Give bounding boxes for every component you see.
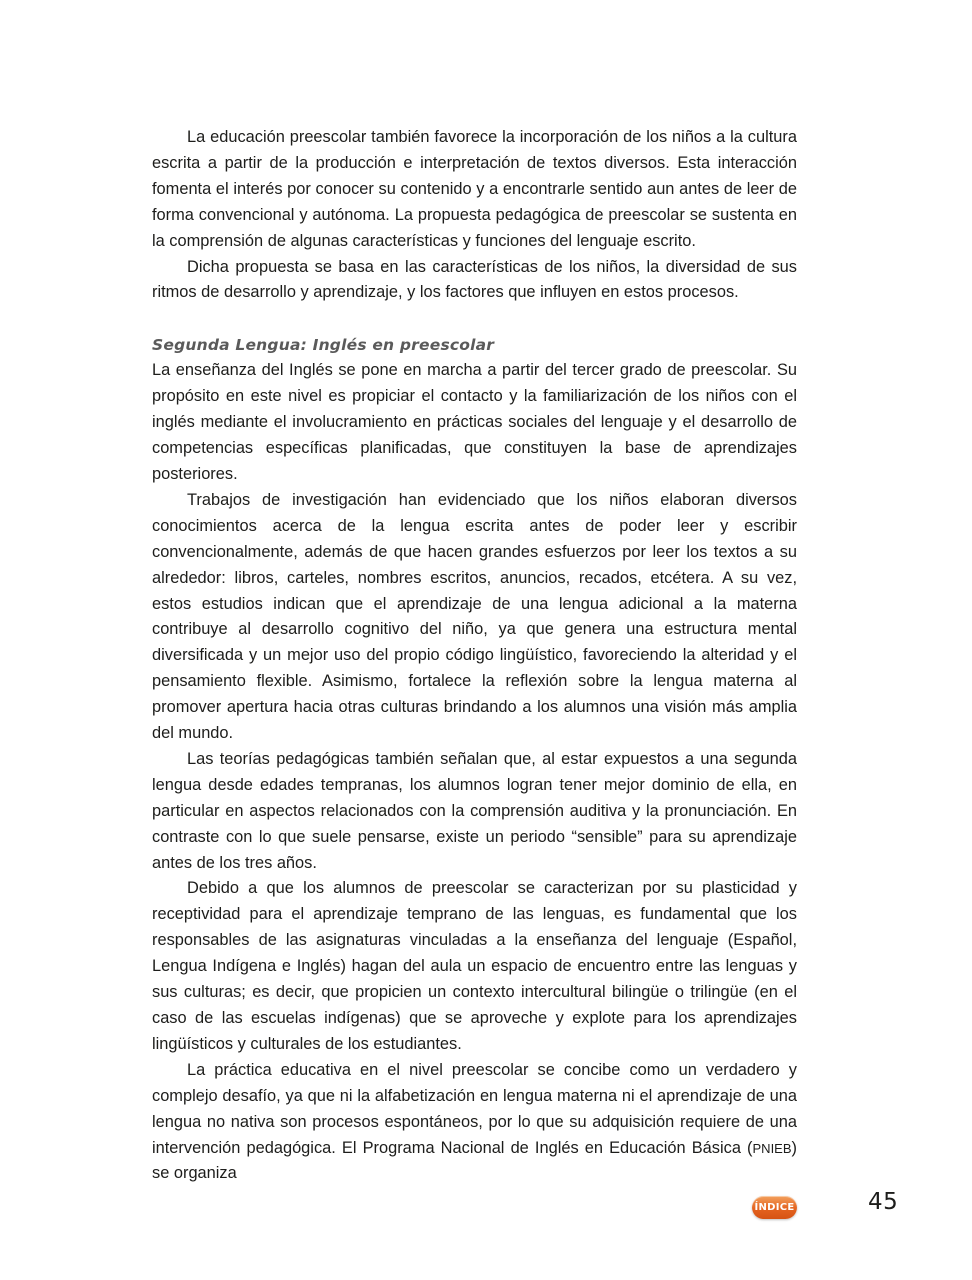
paragraph-propuesta: Dicha propuesta se basa en las características de los niños, la diversidad de sus ritmos de desarrollo y aprendizaje, y los factores que influyen en estos procesos.: [152, 257, 797, 302]
page-number: 45: [868, 1189, 899, 1215]
paragraph-teorias-pedagogicas: Las teorías pedagógicas también señalan que, al estar expuestos a una segunda lengua desde edades tempranas, los alumnos logran tener mejor dominio de ella, en particular en aspectos relacionados con la comprensión auditiva y la pronunciación. En contraste con lo que suele pensarse, existe un periodo “sensible” para su aprendizaje antes de los tres años.: [152, 749, 797, 872]
paragraph-practica-educativa: [152, 1058, 797, 1188]
indice-button[interactable]: [752, 1196, 797, 1219]
paragraph-ensenanza-ingles: La enseñanza del Inglés se pone en marcha a partir del tercer grado de preescolar. Su propósito en este nivel es propiciar el contacto y la familiarización de los niños con el inglés mediante el involucramiento en prácticas sociales del lenguaje y el desarrollo de competencias específicas planificadas, que constituyen la base de aprendizajes posteriores.: [152, 361, 797, 483]
pnieb-abbreviation: PNIEB: [752, 1140, 792, 1156]
paragraph-investigacion: Trabajos de investigación han evidenciado que los niños elaboran diversos conocimientos acerca de la lengua escrita antes de poder leer y escribir convencionalmente, además de que hacen grandes esfuerzos por leer los textos a su alrededor: libros, carteles, nombres escritos, anuncios, recados, etcétera. A su vez, estos estudios indican que el aprendizaje de una lengua adicional a la materna contribuye al desarrollo cognitivo del niño, ya que genera una estructura mental diversificada y un mejor uso del propio código lingüístico, favoreciendo la alteridad y el pensamiento flexible. Asimismo, fortalece la reflexión sobre la lengua materna al promover apertura hacia otras culturas brindando a los alumnos una visión más amplia del mundo.: [152, 490, 797, 743]
paragraph-text-start: La práctica educativa en el nivel preescolar se concibe como un verdadero y complejo desafío, ya que ni la alfabetización en lengua materna ni el aprendizaje de una lengua no nativa son procesos espontáneos, por lo que su adquisición requiere de una intervención pedagógica. El Programa Nacional de Inglés en Educación Básica (: [152, 1060, 797, 1157]
section-heading: Segunda Lengua: Inglés en preescolar: [152, 336, 495, 355]
indice-button-label: ÍNDICE: [754, 1202, 795, 1213]
paragraph-plasticidad: Debido a que los alumnos de preescolar se caracterizan por su plasticidad y receptividad para el aprendizaje temprano de las lenguas, es fundamental que los responsables de las asignaturas vinculadas a la enseñanza del lenguaje (Español, Lengua Indígena e Inglés) hagan del aula un espacio de encuentro entre las lenguas y sus culturas; es decir, que propicien un contexto intercultural bilingüe o trilingüe (en el caso de las escuelas indígenas) que se aproveche y explote para los aprendizajes lingüísticos y culturales de los estudiantes.: [152, 879, 797, 1053]
paragraph-cultura-escrita: La educación preescolar también favorece la incorporación de los niños a la cultura escrita a partir de la producción e interpretación de textos diversos. Esta interacción fomenta el interés por conocer su contenido y a encontrarle sentido aun antes de leer de forma convencional y autónoma. La propuesta pedagógica de preescolar se sustenta en la comprensión de algunas características y funciones del lenguaje escrito.: [152, 128, 797, 250]
document-body: [152, 125, 797, 1187]
paragraph-text-end: ) se organiza: [152, 1138, 797, 1183]
